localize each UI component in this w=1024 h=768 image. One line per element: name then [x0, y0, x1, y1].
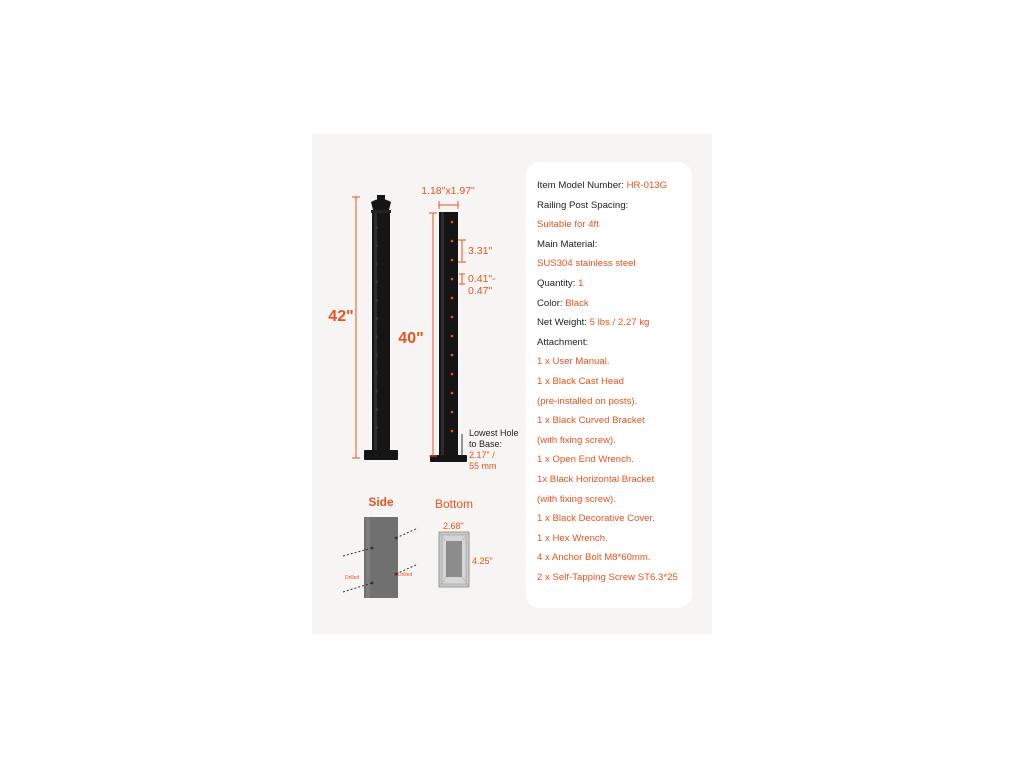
spec-line [537, 179, 697, 199]
base-width-label: 2.68" [443, 521, 464, 531]
side-height-dimension [429, 213, 437, 456]
spec-value: HR-013G [626, 180, 668, 191]
side-height-label: 40" [398, 330, 424, 347]
spec-line [537, 434, 697, 454]
spec-value: SUS304 stainless steel [537, 258, 636, 270]
spec-list [537, 179, 697, 590]
spec-line [537, 218, 697, 238]
post-hole [451, 316, 454, 319]
spec-line [537, 336, 697, 356]
spec-value: Black [565, 297, 589, 309]
spec-value: 1 x Black Decorative Cover. [537, 513, 655, 525]
post-hole [451, 335, 454, 338]
spec-value: 1 x Black Curved Bracket [537, 415, 645, 427]
post-size-dimension [439, 201, 458, 209]
side-view-title: Side [368, 495, 394, 509]
post-hole [376, 281, 378, 284]
front-height-label: 42" [328, 308, 354, 325]
hole-diameter-label-2: 0.47" [468, 285, 493, 297]
post-hole [451, 354, 454, 357]
lowest-hole-value-1: 2.17" / [469, 450, 495, 460]
spec-line [537, 512, 697, 532]
spec-value: 1x Black Horizontal Bracket [537, 473, 655, 485]
hole-diameter-label-1: 0.41"- [468, 273, 496, 285]
post-hole [376, 372, 378, 375]
spec-value: 4 x Anchor Bolt M8*60mm. [537, 552, 651, 564]
spec-value: 5 lbs / 2.27 kg [589, 317, 650, 329]
hole-spacing-dimension [458, 240, 466, 262]
post-hole [376, 390, 378, 393]
spec-line [537, 355, 697, 375]
spec-label: Color: [537, 297, 566, 309]
spec-line [537, 414, 697, 434]
spec-label: Attachment: [537, 336, 589, 348]
spec-value: 1 x User Manual. [537, 356, 610, 368]
spec-value: 2 x Self-Tapping Screw ST6.3*25 [537, 571, 678, 583]
spec-line [537, 532, 697, 552]
front-height-dimension [352, 197, 360, 458]
post-hole [376, 299, 378, 302]
spec-line [537, 493, 697, 513]
spec-line [537, 257, 697, 277]
post-hole [451, 430, 454, 433]
drilled-label-right: Drilled [398, 572, 413, 578]
spec-line [537, 238, 697, 258]
spec-label: Item Model Number: [537, 180, 627, 191]
post-hole [451, 221, 454, 224]
post-hole [376, 226, 378, 229]
post-hole [451, 240, 454, 243]
spec-value: 1 [578, 277, 584, 289]
spec-line [537, 316, 697, 336]
base-length-label: 4.25" [472, 556, 493, 566]
post-hole [451, 259, 454, 262]
bottom-view-title: Bottom [434, 497, 474, 511]
spec-label: Quantity: [537, 277, 579, 289]
post-hole [451, 373, 454, 376]
spec-value: 1 x Hex Wrench. [537, 532, 608, 544]
spec-line [537, 473, 697, 493]
spec-line [537, 551, 697, 571]
spec-line [537, 199, 697, 219]
post-hole [451, 392, 454, 395]
bottom-view-plate [439, 532, 469, 587]
spec-line [537, 453, 697, 473]
lowest-hole-value-2: 55 mm [469, 461, 497, 471]
front-post [364, 195, 398, 460]
post-hole [451, 278, 454, 281]
post-hole [376, 317, 378, 320]
post-hole [451, 297, 454, 300]
hole-spacing-label: 3.31" [468, 245, 493, 257]
lowest-hole-label-2: to Base: [469, 439, 503, 449]
post-hole [451, 411, 454, 414]
spec-value: 1 x Open End Wrench. [537, 454, 634, 466]
spec-line [537, 375, 697, 395]
side-post [430, 212, 467, 462]
post-hole [376, 335, 378, 338]
spec-label: Main Material: [537, 238, 598, 250]
spec-line [537, 297, 697, 317]
spec-value: (with fixing screw). [537, 493, 616, 505]
post-hole [376, 426, 378, 429]
spec-line [537, 277, 697, 297]
drilled-label-left: Drilled [345, 575, 360, 581]
spec-value: (with fixing screw). [537, 434, 616, 446]
post-hole [376, 244, 378, 247]
post-hole [376, 262, 378, 265]
post-size-label: 1.18"x1.97" [421, 185, 475, 197]
lowest-hole-label-1: Lowest Hole [469, 428, 519, 438]
spec-line [537, 395, 697, 415]
front-post-base [364, 450, 398, 460]
spec-value: 1 x Black Cast Head [537, 375, 624, 387]
post-hole [376, 353, 378, 356]
spec-label: Railing Post Spacing: [537, 199, 629, 211]
hole-diameter-dimension [459, 274, 465, 284]
spec-line [537, 571, 697, 591]
spec-value: (pre-installed on posts). [537, 395, 638, 407]
spec-label: Net Weight: [537, 317, 590, 329]
spec-value: Suitable for 4ft [537, 219, 599, 231]
post-hole [376, 408, 378, 411]
